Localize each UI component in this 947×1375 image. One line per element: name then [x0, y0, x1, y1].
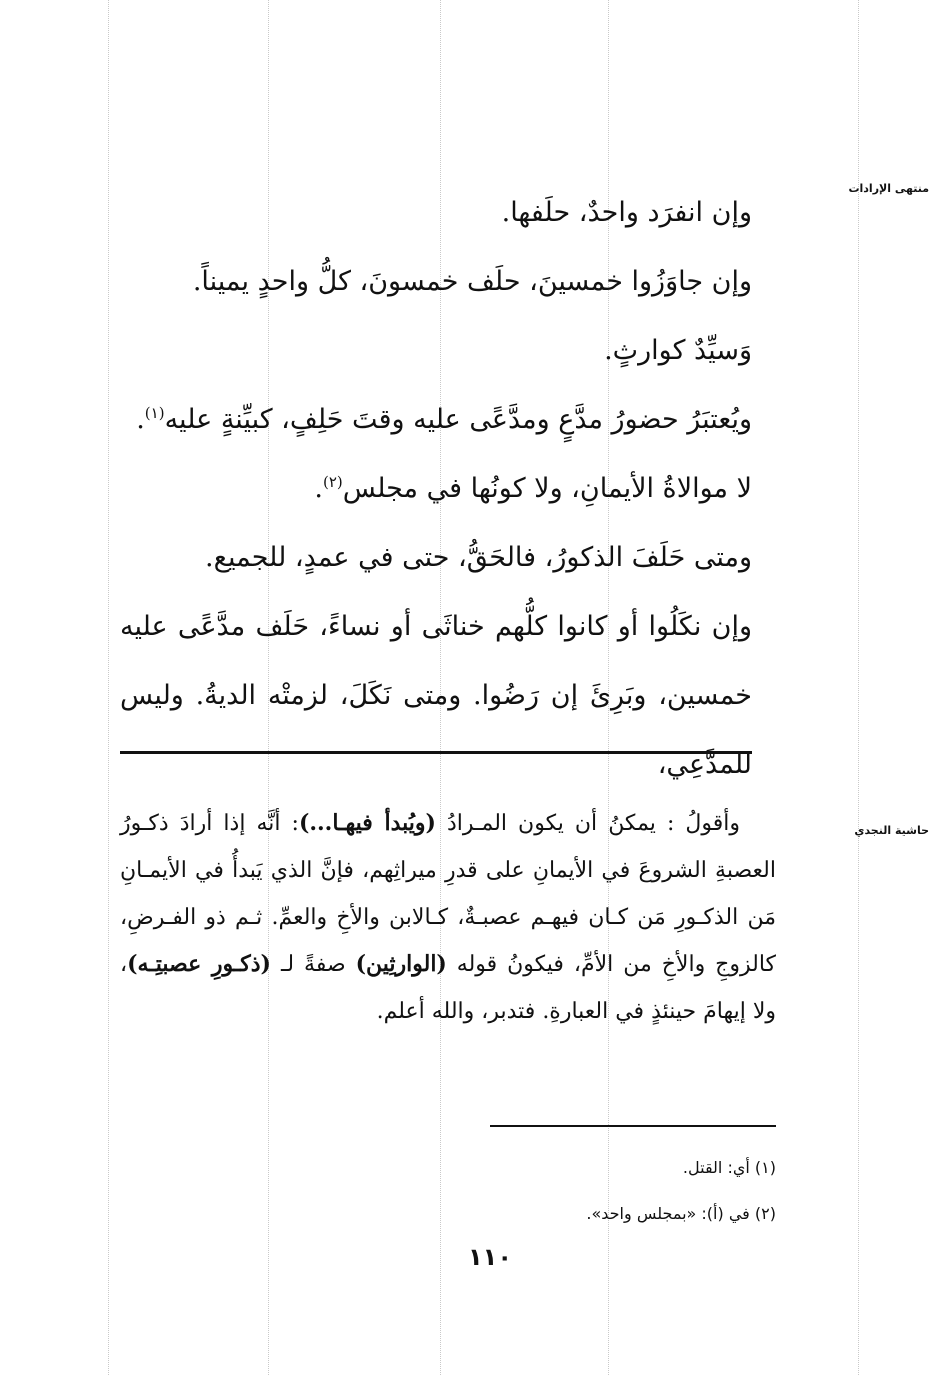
footnotes	[300, 1145, 776, 1237]
commentary-text-end: ، ولا إيهامَ حينئذٍ في العبارةِ. فتدبر، والله أعلم.	[120, 952, 776, 1024]
main-line: وإن نكَلُوا أو كانوا كلُّهم خناثَى أو نساءً، حَلَف مدَّعًى عليه	[120, 611, 752, 642]
main-line: خمسين، وبَرِئَ إن رَضُوا. ومتى نَكَلَ، لزمتْه الديةُ. وليس للمدَّعِي،	[120, 680, 752, 780]
footnote-divider	[490, 1125, 776, 1127]
line-end-period: .	[314, 473, 323, 504]
footnote-mark-1[interactable]: (١)	[144, 404, 165, 422]
commentary-quote: (ذكـورِ عصبتِـه)	[127, 951, 271, 977]
main-line: وإن جاوَزُوا خمسينَ، حلَف خمسونَ، كلُّ واحدٍ يميناً.	[192, 266, 752, 297]
footnote-number: (١)	[754, 1158, 776, 1177]
footnote-item	[300, 1191, 776, 1237]
commentary-quote: (ويُبدأ فيهـا...)	[298, 810, 436, 836]
main-line-text: ويُعتبَرُ حضورُ مدَّعٍ ومدَّعًى عليه وقتَ حَلِفٍ، كبيِّنةٍ عليه	[164, 404, 752, 435]
commentary-text	[120, 800, 776, 1035]
commentary-text-body: : أنَّه إذا أرادَ ذكـورُ العصبةِ الشروعَ في الأيمانِ على قدرِ ميراثِهم، فإنَّ الذي يَبدأُ في الأيمـانِ مَن الذكـورِ مَن كـان فيهـم عصبـةٌ، كـالابن والأخِ والعمِّ. ثـم ذو الفـرضِ، كالزوجِ والأخِ من الأمِّ، فيكونُ قوله	[120, 811, 776, 977]
main-line-text: لا موالاةُ الأيمانِ، ولا كونُها في مجلس	[342, 473, 752, 504]
side-label-commentary-title: حاشية النجدي	[854, 824, 929, 837]
main-line	[120, 385, 752, 454]
main-line: وإن انفرَد واحدٌ، حلَفها.	[501, 197, 752, 228]
main-line	[120, 454, 752, 523]
commentary-paragraph	[120, 800, 776, 1035]
main-line: ومتى حَلَفَ الذكورُ، فالحَقُّ، حتى في عمدٍ، للجميع.	[205, 542, 752, 573]
line-end-period: .	[136, 404, 145, 435]
scan-dot-line	[858, 0, 859, 1375]
side-label-book-title: منتهى الإرادات	[848, 182, 929, 195]
main-text	[120, 178, 752, 799]
footnote-number: (٢)	[754, 1204, 776, 1223]
section-divider	[120, 751, 752, 754]
footnote-mark-2[interactable]: (٢)	[322, 473, 343, 491]
scan-dot-line	[108, 0, 109, 1375]
main-line: وَسيِّدٌ كوارثٍ.	[604, 335, 752, 366]
footnote-text: أي: القتل.	[682, 1158, 750, 1177]
commentary-quote: (الوارثِين)	[355, 951, 447, 977]
commentary-text-body: صفةً لـ	[280, 952, 346, 977]
footnote-item	[300, 1145, 776, 1191]
footnote-text: في (أ): «بمجلس واحد».	[586, 1204, 750, 1223]
page-number: ١١٠	[468, 1243, 512, 1271]
commentary-text-intro: وأقولُ : يمكنُ أن يكون المـرادُ	[447, 811, 741, 836]
